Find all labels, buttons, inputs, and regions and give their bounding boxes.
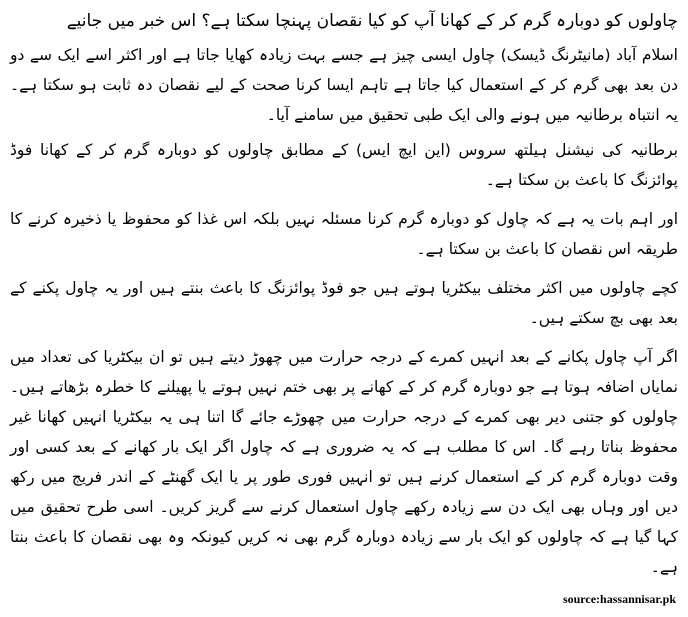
- article-headline: چاولوں کو دوبارہ گرم کر کے کھانا آپ کو کیا نقصان پہنچا سکتا ہے؟ اس خبر میں جانیے: [66, 11, 678, 31]
- source-credit: source:hassannisar.pk: [562, 592, 676, 606]
- article-paragraph: اگر آپ چاول پکانے کے بعد انہیں کمرے کے درجہ حرارت میں چھوڑ دیتے ہیں تو ان بیکٹریا کی تعداد میں نمایاں اضافہ ہوتا ہے جو دوبارہ گرم کر کے کھانے پر بھی ختم نہیں ہوتے یا پھیلنے کا خطرہ بڑھاتے ہیں۔ چاولوں کو جتنی دیر بھی کمرے کے درجہ حرارت میں چھوڑے جائے گا اتنا ہی یہ بیکٹریا انہیں کھانا غیر محفوظ بناتا رہے گا۔ اس کا مطلب ہے کہ یہ ضروری ہے کہ چاول اگر ایک بار کھانے کے بعد کسی اور وقت دوبارہ گرم کر کے استعمال کرنے ہیں تو انہیں فوری طور پر یا ایک گھنٹے کے اندر فریج میں رکھ دیں اور وہاں بھی ایک دن سے زیادہ رکھے چاول استعمال کرنے سے گریز کریں۔ اسی طرح تحقیق میں کہا گیا ہے کہ چاولوں کو ایک بار سے زیادہ دوبارہ گرم بھی نہ کریں کیونکہ وہ بھی نقصان کا باعث بنتا ہے۔: [10, 348, 678, 576]
- article-paragraph: اسلام آباد (مانیٹرنگ ڈیسک) چاول ایسی چیز ہے جسے بہت زیادہ کھایا جاتا ہے اور اکثر اسے ایک سے دو دن بعد بھی گرم کر کے استعمال کیا جاتا ہے تاہم ایسا کرنا صحت کے لیے نقصان دہ ثابت ہو سکتا ہے۔ یہ انتباہ برطانیہ میں ہونے والی ایک طبی تحقیق میں سامنے آیا۔: [10, 46, 678, 124]
- article-paragraph: برطانیہ کی نیشنل ہیلتھ سروس (این ایچ ایس) کے مطابق چاولوں کو دوبارہ گرم کر کے کھانا فوڈ پوائزنگ کا باعث بن سکتا ہے۔: [10, 141, 678, 189]
- article-paragraph: کچے چاولوں میں اکثر مختلف بیکٹریا ہوتے ہیں جو فوڈ پوائزنگ کا باعث بنتے ہیں اور یہ چاول پکنے کے بعد بھی بچ سکتے ہیں۔: [10, 279, 678, 327]
- article-paragraph: اور اہم بات یہ ہے کہ چاول کو دوبارہ گرم کرنا مسئلہ نہیں بلکہ اس غذا کو محفوظ یا ذخیرہ کرنے کا طریقہ اس نقصان کا باعث بن سکتا ہے۔: [10, 210, 678, 258]
- news-article: [10, 6, 678, 587]
